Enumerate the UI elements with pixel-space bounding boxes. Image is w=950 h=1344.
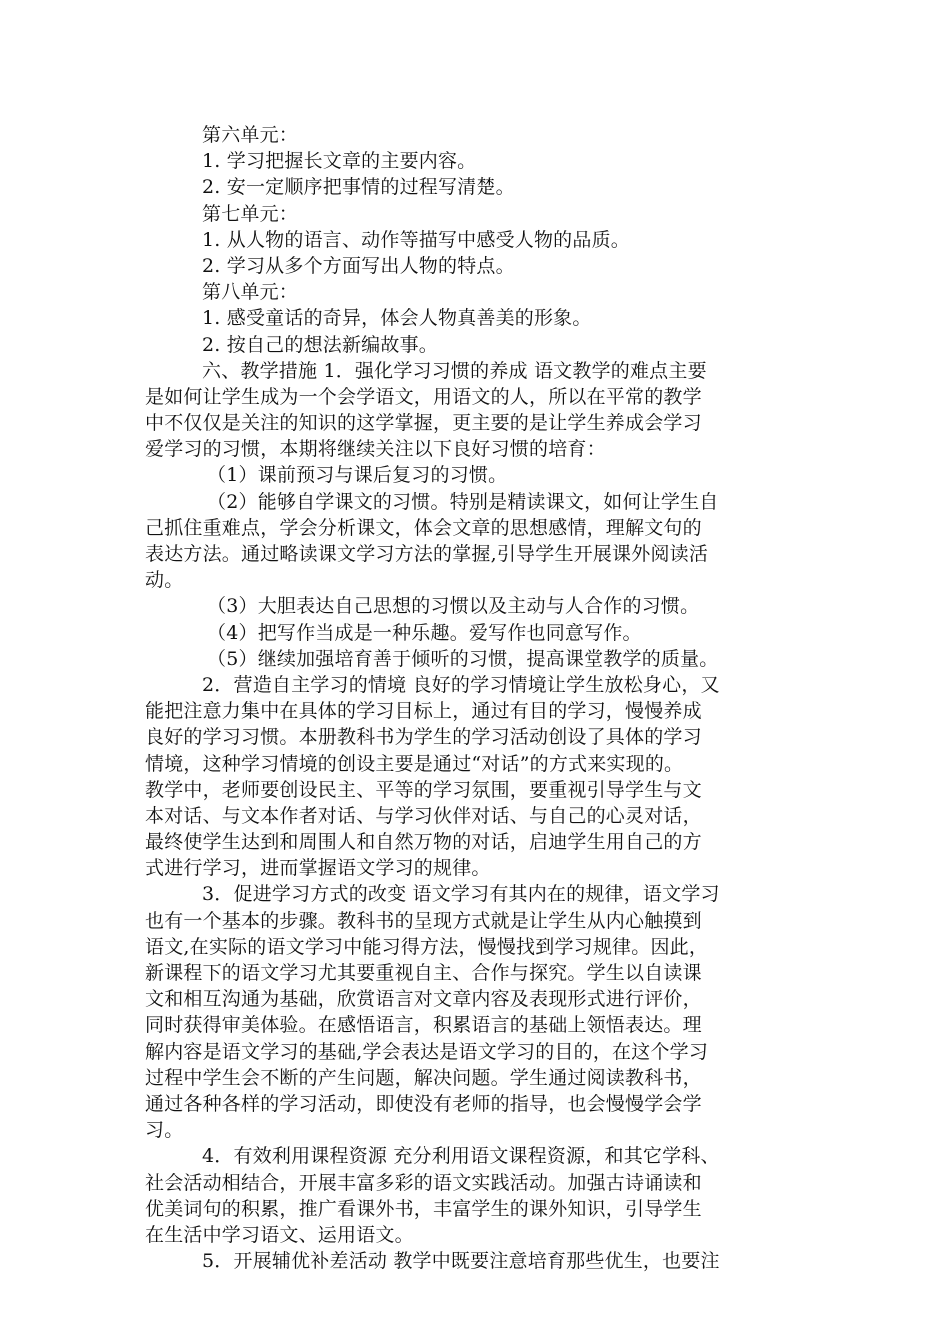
paragraph-line: 通过各种各样的学习活动，即使没有老师的指导，也会慢慢学会学: [145, 1092, 702, 1115]
unit-eight-heading: 第八单元：: [202, 281, 299, 304]
paragraph-line: 能把注意力集中在具体的学习目标上，通过有目的学习，慢慢养成: [145, 700, 702, 723]
habit-item-1: （1）课前预习与课后复习的习惯。: [207, 464, 508, 487]
document-body: [145, 122, 809, 1274]
paragraph-line: 良好的学习习惯。本册教科书为学生的学习活动创设了具体的学习: [145, 726, 702, 749]
paragraph-line: 爱学习的习惯，本期将继续关注以下良好习惯的培育：: [145, 438, 606, 461]
unit-eight-item-2: 2. 按自己的想法新编故事。: [202, 333, 438, 356]
paragraph-line: 中不仅仅是关注的知识的这学掌握，更主要的是让学生养成会学习: [145, 412, 702, 435]
paragraph-line: 六、教学措施 1．强化学习习惯的养成 语文教学的难点主要: [202, 359, 707, 382]
unit-six-heading: 第六单元：: [202, 124, 299, 146]
paragraph-line: 动。: [145, 569, 184, 592]
habit-item-2: （2）能够自学课文的习惯。特别是精读课文，如何让学生自: [207, 490, 719, 513]
paragraph-line: 最终使学生达到和周围人和自然万物的对话，启迪学生用自己的方: [145, 831, 702, 854]
paragraph-line: 表达方法。通过略读课文学习方法的掌握,引导学生开展课外阅读活: [145, 543, 709, 565]
paragraph-line: 本对话、与文本作者对话、与学习伙伴对话、与自己的心灵对话，: [145, 804, 702, 827]
paragraph-line: 教学中，老师要创设民主、平等的学习氛围，要重视引导学生与文: [145, 778, 702, 801]
paragraph-line: 社会活动相结合，开展丰富多彩的语文实践活动。加强古诗诵读和: [145, 1171, 702, 1194]
paragraph-line: 是如何让学生成为一个会学语文，用语文的人，所以在平常的教学: [145, 385, 702, 408]
paragraph-line: 3．促进学习方式的改变 语文学习有其内在的规律，语文学习: [202, 883, 720, 906]
unit-seven-item-2: 2. 学习从多个方面写出人物的特点。: [202, 254, 515, 277]
paragraph-line: 过程中学生会不断的产生问题，解决问题。学生通过阅读教科书，: [145, 1066, 702, 1089]
paragraph-line: 新课程下的语文学习尤其要重视自主、合作与探究。学生以自读课: [145, 962, 702, 984]
unit-six-item-1: 1. 学习把握长文章的主要内容。: [202, 150, 477, 173]
paragraph-line: 5．开展辅优补差活动 教学中既要注意培育那些优生，也要注: [202, 1250, 720, 1273]
unit-seven-heading: 第七单元：: [202, 202, 299, 225]
paragraph-line: 2．营造自主学习的情境 良好的学习情境让学生放松身心，又: [202, 673, 720, 696]
unit-seven-item-1: 1. 从人物的语言、动作等描写中感受人物的品质。: [202, 228, 630, 251]
unit-eight-item-1: 1. 感受童话的奇异，体会人物真善美的形象。: [202, 307, 592, 330]
paragraph-line: 同时获得审美体验。在感悟语言，积累语言的基础上领悟表达。理: [145, 1014, 702, 1037]
paragraph-line: 己抓住重难点，学会分析课文，体会文章的思想感情，理解文句的: [145, 516, 702, 539]
unit-six-item-2: 2. 安一定顺序把事情的过程写清楚。: [202, 176, 515, 199]
paragraph-line: 4．有效利用课程资源 充分利用语文课程资源，和其它学科、: [202, 1145, 720, 1168]
paragraph-line: 式进行学习，进而掌握语文学习的规律。: [145, 857, 491, 880]
habit-item-5: （5）继续加强培育善于倾听的习惯，提高课堂教学的质量。: [207, 647, 719, 670]
paragraph-line: 解内容是语文学习的基础,学会表达是语文学习的目的，在这个学习: [145, 1040, 709, 1063]
paragraph-line: 情境，这种学习情境的创设主要是通过“对话”的方式来实现的。: [145, 752, 684, 775]
habit-item-4: （4）把写作当成是一种乐趣。爱写作也同意写作。: [207, 621, 642, 644]
habit-item-3: （3）大胆表达自己思想的习惯以及主动与人合作的习惯。: [207, 595, 700, 618]
paragraph-line: 习。: [145, 1119, 184, 1142]
paragraph-line: 文和相互沟通为基础，欣赏语言对文章内容及表现形式进行评价，: [145, 988, 702, 1011]
paragraph-line: 语文,在实际的语文学习中能习得方法，慢慢找到学习规律。因此，: [145, 935, 709, 958]
paragraph-line: 也有一个基本的步骤。教科书的呈现方式就是让学生从内心触摸到: [145, 909, 702, 932]
paragraph-line: 在生活中学习语文、运用语文。: [145, 1223, 414, 1246]
paragraph-line: 优美词句的积累，推广看课外书，丰富学生的课外知识，引导学生: [145, 1197, 702, 1220]
